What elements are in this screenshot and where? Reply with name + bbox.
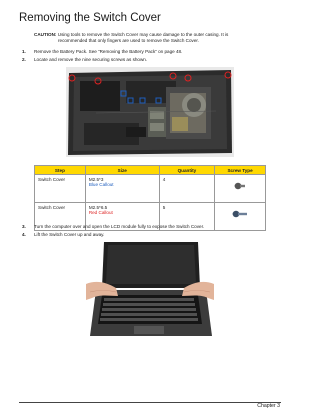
callout-label: Blue Callout xyxy=(88,182,114,187)
laptop-bottom-photo xyxy=(66,67,234,157)
step-text: Locate and remove the nine securing screws as shown. xyxy=(34,57,148,62)
callout-label: Red Callout xyxy=(88,210,113,215)
switch-cover-photo xyxy=(86,240,214,342)
column-header: Size xyxy=(85,166,159,175)
step-number: 4. xyxy=(22,232,26,237)
size-cell xyxy=(85,175,159,203)
caution-note xyxy=(34,32,284,44)
footer-divider xyxy=(19,402,281,403)
quantity-cell: 5 xyxy=(159,203,214,231)
screw-icon xyxy=(234,182,246,191)
screw-icon xyxy=(232,210,248,219)
screw-type-cell xyxy=(215,203,266,231)
page-title: Removing the Switch Cover xyxy=(19,12,161,24)
step-text: Lift the Switch Cover up and away. xyxy=(34,232,105,237)
step-text: Remove the Battery Pack. See “Removing the Battery Pack” on page 48. xyxy=(34,49,183,54)
caution-label: CAUTION: xyxy=(34,32,57,37)
caution-text-2: recommended that only fingers are used to remove the Switch Cover. xyxy=(58,38,199,44)
column-header: Screw Type xyxy=(215,166,266,175)
size-value: M2.5*6.5 xyxy=(88,205,108,210)
screw-type-cell xyxy=(215,175,266,203)
table-row xyxy=(35,175,266,203)
step-number: 1. xyxy=(22,49,26,54)
step-text: Turn the computer over and open the LCD module fully to expose the Switch Cover. xyxy=(34,224,205,229)
size-value: M2.5*3 xyxy=(88,177,104,182)
footer-chapter: Chapter 3 xyxy=(257,403,280,409)
step-4 xyxy=(22,232,104,238)
step-1 xyxy=(22,49,182,55)
step-cell: Switch Cover xyxy=(35,175,86,203)
screw-table xyxy=(34,165,266,231)
step-number: 2. xyxy=(22,57,26,62)
column-header: Step xyxy=(35,166,86,175)
step-2 xyxy=(22,57,147,63)
column-header: Quantity xyxy=(159,166,214,175)
table-header-row xyxy=(35,166,266,175)
step-cell: Switch Cover xyxy=(35,203,86,231)
step-number: 3. xyxy=(22,224,26,229)
step-3 xyxy=(22,224,204,230)
quantity-cell: 4 xyxy=(159,175,214,203)
caution-text-1: Using tools to remove the Switch Cover may cause damage to the outer casing. It is xyxy=(57,32,229,37)
